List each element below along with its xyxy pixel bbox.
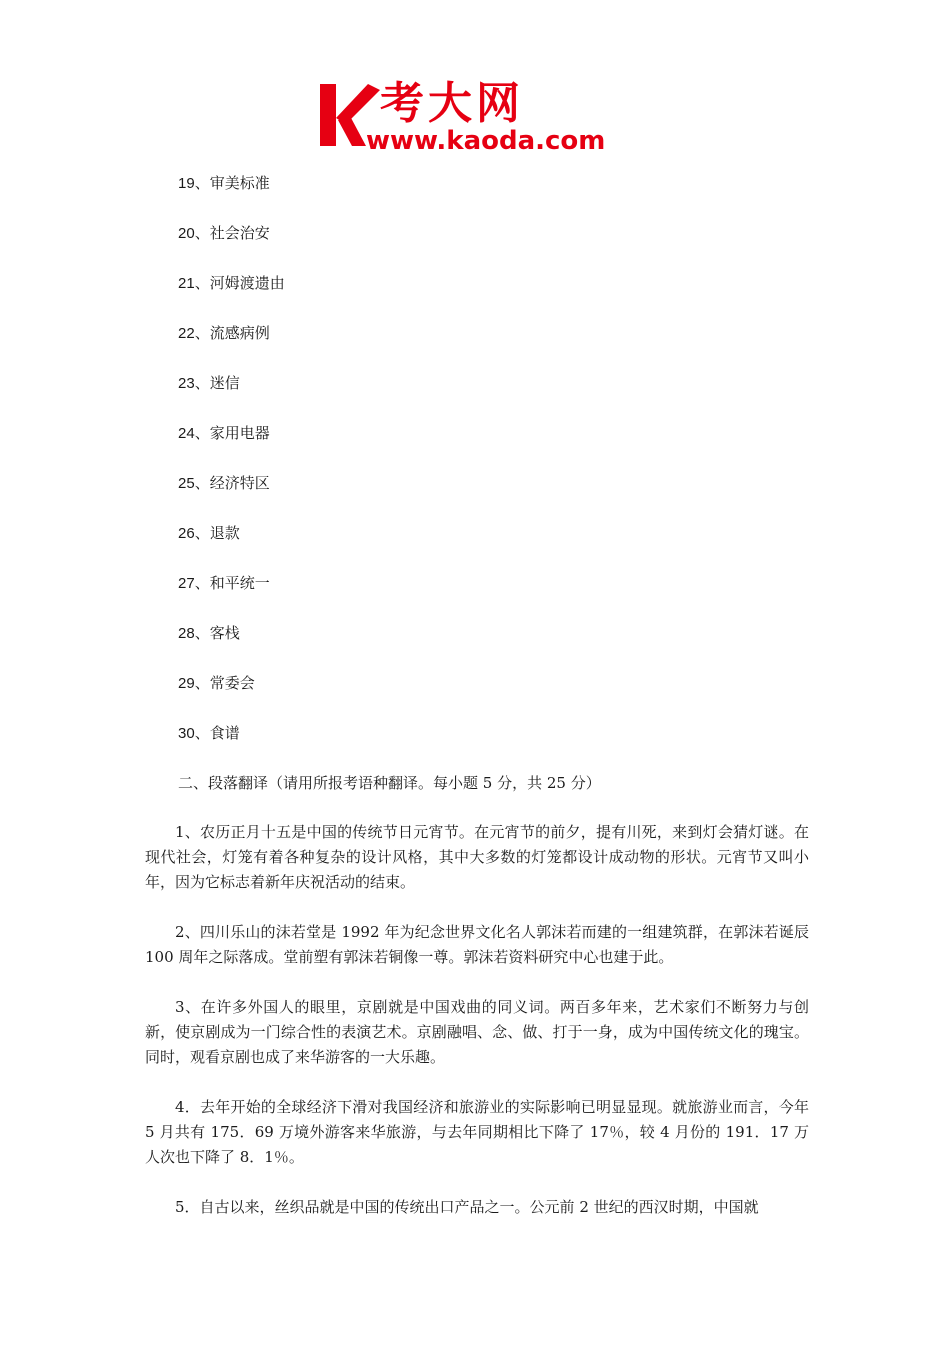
vocabulary-list: [178, 170, 285, 770]
vocab-number: 29: [178, 675, 195, 692]
vocab-item: [178, 620, 285, 670]
vocab-term: 家用电器: [209, 424, 270, 442]
vocab-term: 河姆渡遗由: [209, 274, 285, 292]
vocab-number: 19: [178, 175, 195, 192]
vocab-separator: 、: [194, 524, 210, 542]
vocab-number: 21: [178, 275, 195, 292]
vocab-number: 20: [178, 225, 195, 242]
vocab-term: 常委会: [209, 674, 255, 692]
vocab-separator: 、: [194, 424, 210, 442]
vocab-number: 23: [178, 375, 195, 392]
translation-paragraph: 1、农历正月十五是中国的传统节日元宵节。在元宵节的前夕，提有川死，来到灯会猜灯谜。在现代社会，灯笼有着各种复杂的设计风格，其中大多数的灯笼都设计成动物的形状。元宵节又叫小年，因为它标志着新年庆祝活动的结束。: [145, 823, 809, 891]
vocab-term: 流感病例: [209, 324, 270, 342]
logo-brand-name: 考大网: [380, 78, 524, 129]
vocab-item: [178, 220, 285, 270]
vocab-separator: 、: [194, 374, 210, 392]
vocab-term: 社会治安: [209, 224, 270, 242]
vocab-item: [178, 520, 285, 570]
vocab-separator: 、: [194, 474, 210, 492]
vocab-term: 退款: [209, 524, 240, 542]
vocab-term: 经济特区: [209, 474, 270, 492]
vocab-separator: 、: [194, 574, 210, 592]
vocab-number: 28: [178, 625, 195, 642]
vocab-separator: 、: [194, 674, 210, 692]
vocab-number: 26: [178, 525, 195, 542]
vocab-separator: 、: [194, 324, 210, 342]
logo-url: www.kaoda.com: [366, 126, 606, 156]
vocab-item: [178, 270, 285, 320]
vocab-separator: 、: [194, 224, 210, 242]
vocab-item: [178, 320, 285, 370]
translation-paragraph: 3、在许多外国人的眼里，京剧就是中国戏曲的同义词。两百多年来，艺术家们不断努力与创新，使京剧成为一门综合性的表演艺术。京剧融唱、念、做、打于一身，成为中国传统文化的瑰宝。同时，观看京剧也成了来华游客的一大乐趣。: [145, 998, 809, 1066]
kaoda-logo: [316, 80, 640, 160]
vocab-separator: 、: [194, 724, 210, 742]
section-heading: 二、段落翻译（请用所报考语种翻译。每小题 5 分，共 25 分）: [178, 774, 601, 792]
paragraph-list: [145, 820, 809, 1245]
vocab-item: [178, 420, 285, 470]
vocab-separator: 、: [194, 274, 210, 292]
vocab-term: 食谱: [209, 724, 240, 742]
vocab-item: [178, 170, 285, 220]
vocab-separator: 、: [194, 624, 210, 642]
vocab-term: 客栈: [209, 624, 240, 642]
vocab-number: 24: [178, 425, 195, 442]
translation-paragraph: 5．自古以来，丝织品就是中国的传统出口产品之一。公元前 2 世纪的西汉时期，中国就: [175, 1198, 759, 1216]
vocab-separator: 、: [194, 174, 210, 192]
vocab-term: 审美标准: [209, 174, 270, 192]
vocab-number: 25: [178, 475, 195, 492]
vocab-number: 27: [178, 575, 195, 592]
vocab-item: [178, 720, 285, 770]
vocab-item: [178, 470, 285, 520]
translation-paragraph: 2、四川乐山的沫若堂是 1992 年为纪念世界文化名人郭沫若而建的一组建筑群，在郭沫若诞辰 100 周年之际落成。堂前塑有郭沫若铜像一尊。郭沫若资料研究中心也建于此。: [145, 923, 809, 966]
vocab-number: 30: [178, 725, 195, 742]
vocab-term: 和平统一: [209, 574, 270, 592]
vocab-term: 迷信: [209, 374, 240, 392]
vocab-item: [178, 670, 285, 720]
translation-paragraph: 4．去年开始的全球经济下滑对我国经济和旅游业的实际影响已明显显现。就旅游业而言，今年 5 月共有 175．69 万境外游客来华旅游，与去年同期相比下降了 17％，较 4 月份的 191．17 万人次也下降了 8．1％。: [145, 1098, 809, 1166]
vocab-item: [178, 570, 285, 620]
vocab-number: 22: [178, 325, 195, 342]
vocab-item: [178, 370, 285, 420]
